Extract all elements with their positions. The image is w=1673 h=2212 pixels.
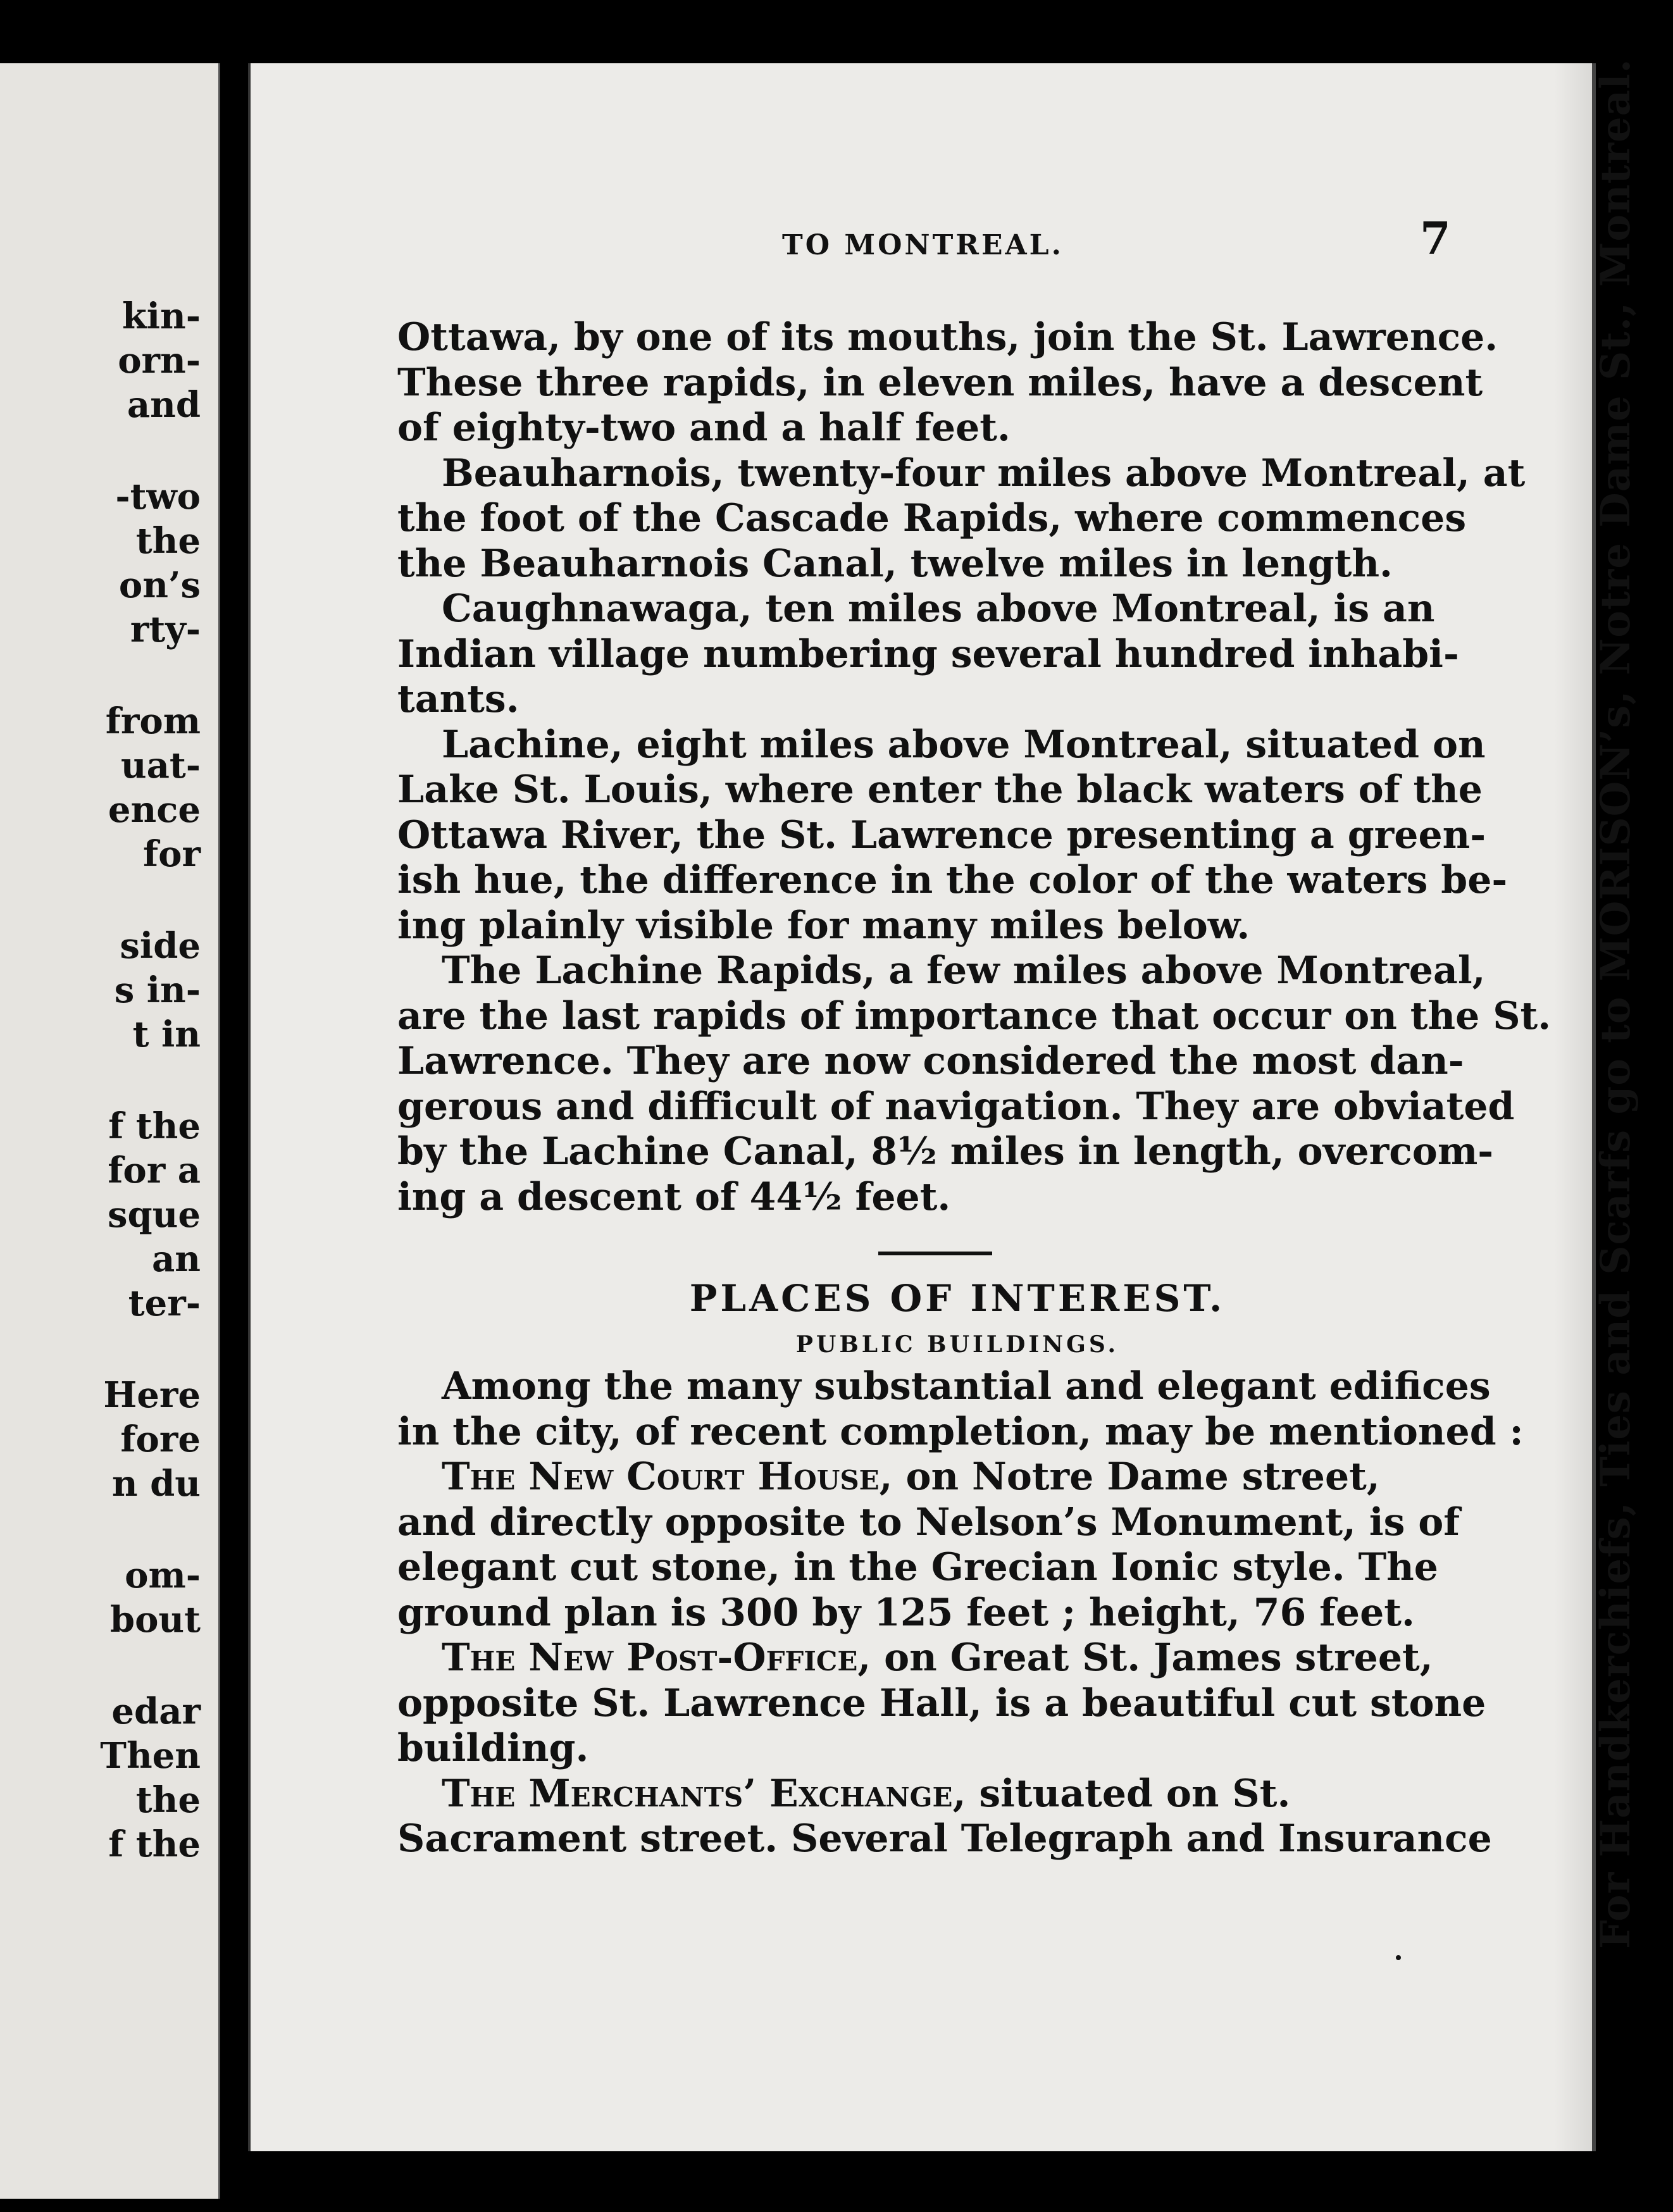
text-line: elegant cut stone, in the Grecian Ionic style. The	[397, 1545, 1438, 1589]
entry-name: The Merchants’ Exchange	[442, 1771, 953, 1816]
entry-text: , on Great St. James street,	[857, 1636, 1433, 1680]
text-line: tants.	[397, 677, 519, 721]
prev-line: sque	[107, 1194, 201, 1236]
running-head: TO MONTREAL.	[782, 229, 1064, 261]
prev-line: f the	[108, 1105, 201, 1147]
ink-speck	[1396, 1955, 1401, 1960]
paragraph-ottawa-rapids	[397, 315, 1498, 451]
text-line	[397, 1455, 1441, 1500]
prev-line: edar	[111, 1691, 201, 1732]
prev-line: and	[127, 384, 201, 426]
text-line: Sacrament street. Several Telegraph and Insurance	[397, 1817, 1492, 1861]
entry-court-house	[397, 1455, 1460, 1636]
prev-line: for	[143, 833, 201, 875]
text-line: and directly opposite to Nelson’s Monument, is of	[397, 1500, 1460, 1544]
section-divider	[878, 1252, 992, 1255]
prev-line: for a	[108, 1150, 201, 1191]
text-line: in the city, of recent completion, may be mentioned :	[397, 1409, 1524, 1454]
prev-line: rty-	[130, 609, 201, 650]
text-line: Ottawa River, the St. Lawrence presenting a green-	[397, 812, 1486, 857]
text-line: Ottawa, by one of its mouths, join the St. Lawrence.	[397, 315, 1498, 359]
text-line: These three rapids, in eleven miles, have a descent	[397, 360, 1483, 405]
text-line: are the last rapids of importance that occur on the St.	[397, 993, 1552, 1038]
book-page	[248, 58, 1639, 2151]
section-title: PLACES OF INTEREST.	[689, 1277, 1226, 1320]
text-line: gerous and difficult of navigation. They are obviated	[397, 1084, 1515, 1129]
entry-merchants-exchange	[397, 1771, 1492, 1862]
prev-line: Here	[103, 1374, 201, 1416]
text-line: ish hue, the difference in the color of the waters be-	[397, 858, 1508, 902]
prev-line: t in	[132, 1014, 201, 1055]
text-line: ground plan is 300 by 125 feet ; height, 76 feet.	[397, 1590, 1415, 1635]
text-line: Among the many substantial and elegant edifices	[442, 1364, 1491, 1408]
prev-line: an	[152, 1238, 201, 1280]
prev-line: bout	[109, 1599, 201, 1641]
text-line: Lawrence. They are now considered the most dan-	[397, 1039, 1464, 1083]
page-number: 7	[1420, 212, 1451, 264]
text-line	[397, 1772, 1441, 1817]
paragraph-lachine-rapids	[397, 948, 1552, 1220]
entry-name: The New Post-Office	[442, 1636, 858, 1680]
text-line: opposite St. Lawrence Hall, is a beautiful cut stone	[397, 1681, 1486, 1725]
text-line: Lake St. Louis, where enter the black waters of the	[397, 767, 1483, 812]
paragraph-caughnawaga	[397, 587, 1459, 723]
text-line: the Beauharnois Canal, twelve miles in length.	[397, 541, 1393, 586]
body-text	[397, 315, 1552, 1862]
prev-line: orn-	[118, 340, 201, 382]
prev-line: side	[120, 925, 201, 967]
prev-line: ter-	[128, 1283, 201, 1324]
prev-line: kin-	[121, 295, 201, 337]
prev-line: n du	[111, 1463, 201, 1505]
prev-line: -two	[115, 476, 201, 518]
prev-line: from	[105, 700, 201, 742]
prev-line: f the	[108, 1824, 201, 1865]
entry-post-office	[397, 1636, 1486, 1772]
entry-name: The New Court House	[442, 1455, 880, 1499]
prev-line: Then	[100, 1735, 201, 1777]
prev-line: the	[135, 520, 201, 562]
text-line: building.	[397, 1726, 589, 1770]
subsection-title: PUBLIC BUILDINGS.	[795, 1331, 1119, 1358]
text-line: Lachine, eight miles above Montreal, situated on	[442, 722, 1486, 767]
text-line: of eighty-two and a half feet.	[397, 406, 1011, 450]
text-line: ing plainly visible for many miles below.	[397, 903, 1250, 948]
prev-line: uat-	[120, 745, 201, 786]
prev-line: om-	[125, 1555, 201, 1596]
paragraph-beauharnois	[397, 450, 1526, 587]
previous-page-fragment	[0, 63, 220, 2199]
paragraph-edifices	[397, 1364, 1524, 1455]
text-line: by the Lachine Canal, 8½ miles in length, overcom-	[397, 1129, 1494, 1174]
text-line: Caughnawaga, ten miles above Montreal, is an	[442, 587, 1435, 631]
prev-line: fore	[120, 1419, 201, 1460]
prev-line: the	[135, 1779, 201, 1821]
text-line: The Lachine Rapids, a few miles above Montreal,	[442, 948, 1486, 993]
entry-text: , on Notre Dame street,	[879, 1455, 1380, 1499]
margin-advertisement: For Handkerchiefs, Ties and Scarfs go to MORISON’s, Notre Dame St., Montreal.	[1592, 58, 1639, 1949]
prev-line: on’s	[118, 564, 201, 606]
prev-line: ence	[108, 789, 201, 831]
text-line: Beauharnois, twenty-four miles above Montreal, at	[442, 450, 1526, 495]
entry-text: , situated on St.	[952, 1771, 1291, 1816]
text-line	[397, 1636, 1441, 1681]
prev-line: s in-	[114, 969, 201, 1011]
text-line: ing a descent of 44½ feet.	[397, 1174, 951, 1219]
text-line: Indian village numbering several hundred inhabi-	[397, 631, 1459, 676]
text-line: the foot of the Cascade Rapids, where commences	[397, 496, 1467, 540]
paragraph-lachine	[397, 722, 1508, 949]
